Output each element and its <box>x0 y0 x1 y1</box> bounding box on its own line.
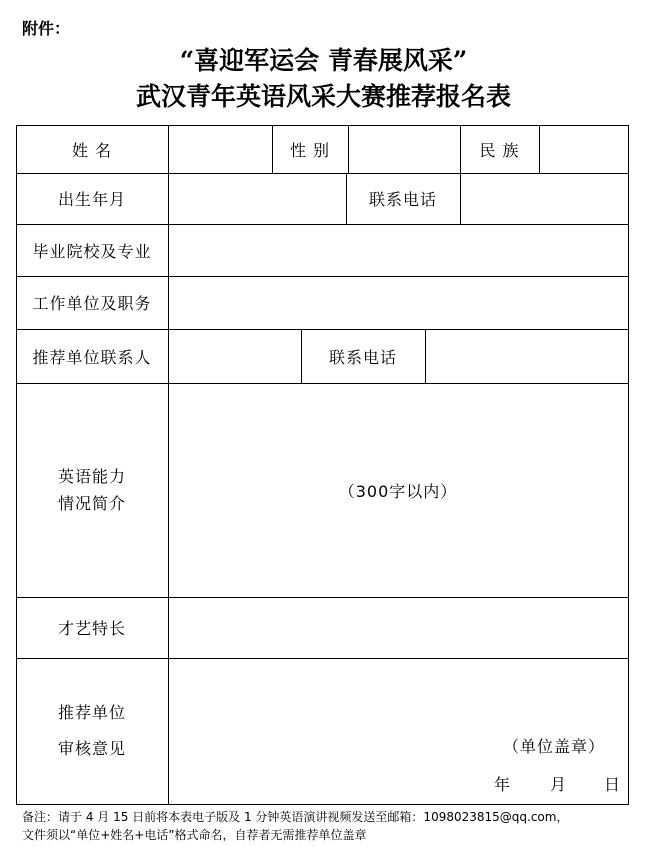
birth-field[interactable] <box>168 173 347 225</box>
phone-field[interactable] <box>460 173 629 225</box>
attachment-label: 附件： <box>22 19 71 38</box>
work-label: 工作单位及职务 <box>16 276 169 330</box>
contact-field[interactable] <box>168 329 302 384</box>
date-day: 日 <box>604 775 621 794</box>
english-label-line-2: 情况简介 <box>57 494 126 513</box>
school-field[interactable] <box>168 224 629 277</box>
date-month: 月 <box>550 775 567 794</box>
date-year: 年 <box>494 775 511 794</box>
english-label <box>16 383 169 598</box>
english-label-line-1: 英语能力 <box>57 467 126 486</box>
work-field[interactable] <box>168 276 629 330</box>
opinion-label-line-2: 审核意见 <box>57 739 126 758</box>
title-line-1: “喜迎军运会 青春展风采” <box>179 46 468 75</box>
contact-label: 推荐单位联系人 <box>16 329 169 384</box>
phone2-label: 联系电话 <box>301 329 426 384</box>
gender-label: 性 别 <box>272 125 349 174</box>
opinion-label <box>16 658 169 805</box>
opinion-label-line-1: 推荐单位 <box>57 703 126 722</box>
name-field[interactable] <box>168 125 273 174</box>
stamp-text: （单位盖章） <box>503 737 606 756</box>
talent-label: 才艺特长 <box>16 597 169 659</box>
ethnicity-label: 民 族 <box>460 125 540 174</box>
name-label: 姓 名 <box>16 125 169 174</box>
date-line <box>494 772 620 795</box>
phone2-field[interactable] <box>425 329 629 384</box>
phone-label: 联系电话 <box>346 173 461 225</box>
english-field[interactable] <box>168 383 629 598</box>
school-label: 毕业院校及专业 <box>16 224 169 277</box>
ethnicity-field[interactable] <box>539 125 629 174</box>
gender-field[interactable] <box>348 125 461 174</box>
note-line-2: 文件须以“单位+姓名+电话”格式命名，自荐者无需推荐单位盖章 <box>22 828 367 842</box>
note-line-1: 备注：请于 4 月 15 日前将本表电子版及 1 分钟英语演讲视频发送至邮箱：1098023815@qq.com， <box>22 810 569 824</box>
talent-field[interactable] <box>168 597 629 659</box>
birth-label: 出生年月 <box>16 173 169 225</box>
title-line-2: 武汉青年英语风采大赛推荐报名表 <box>135 82 511 111</box>
english-hint: （300字以内） <box>338 481 458 501</box>
